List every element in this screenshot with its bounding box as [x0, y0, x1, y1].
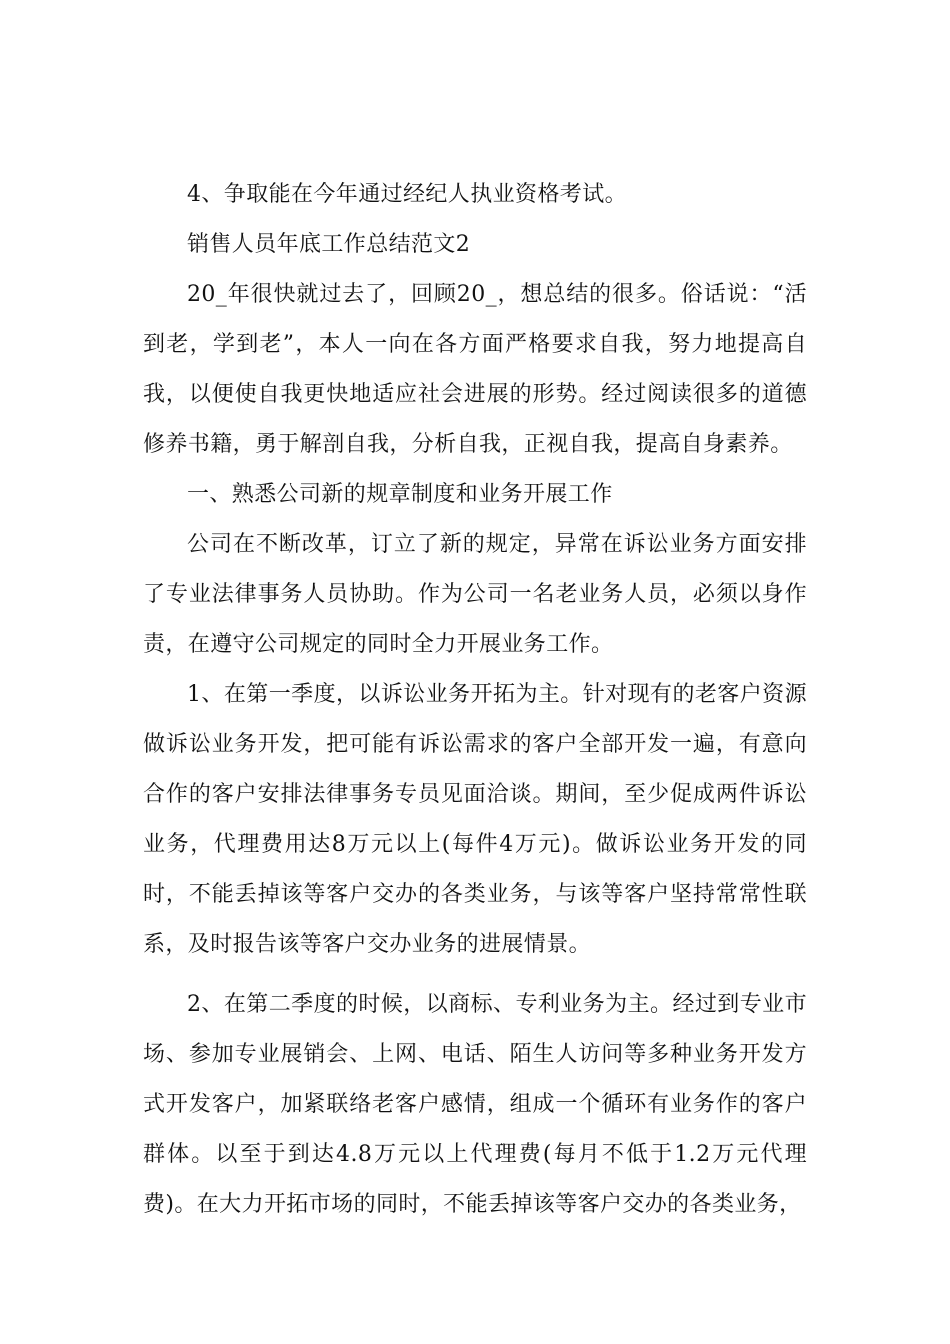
section-title: 销售人员年底工作总结范文2 — [187, 232, 471, 257]
paragraph-q2: 2、在第二季度的时候，以商标、专利业务为主。经过到专业市场、参加专业展销会、上网、电话、陌生人访问等多种业务开发方式开发客户，加紧联络老客户感情，组成一个循环有业务作的客户群体。以至于到达4.8万元以上代理费(每月不低于1.2万元代理费)。在大力开拓市场的同时，不能丢掉该等客户交办的各类业务， — [143, 992, 807, 1217]
paragraph-company: 公司在不断改革，订立了新的规定，异常在诉讼业务方面安排了专业法律事务人员协助。作为公司一名老业务人员，必须以身作责，在遵守公司规定的同时全力开展业务工作。 — [143, 532, 807, 657]
section-heading-1: 一、熟悉公司新的规章制度和业务开展工作 — [187, 482, 613, 507]
paragraph-goal-4: 4、争取能在今年通过经纪人执业资格考试。 — [187, 182, 627, 207]
paragraph-intro: 20_年很快就过去了，回顾20_，想总结的很多。俗话说：“活到老，学到老”，本人一向在各方面严格要求自我，努力地提高自我，以便使自我更快地适应社会进展的形势。经过阅读很多的道德修养书籍，勇于解剖自我，分析自我，正视自我，提高自身素养。 — [143, 282, 807, 457]
document-body — [143, 170, 807, 1230]
paragraph-q1: 1、在第一季度，以诉讼业务开拓为主。针对现有的老客户资源做诉讼业务开发，把可能有诉讼需求的客户全部开发一遍，有意向合作的客户安排法律事务专员见面洽谈。期间，至少促成两件诉讼业务，代理费用达8万元以上(每件4万元)。做诉讼业务开发的同时，不能丢掉该等客户交办的各类业务，与该等客户坚持常常性联系，及时报告该等客户交办业务的进展情景。 — [143, 682, 807, 957]
